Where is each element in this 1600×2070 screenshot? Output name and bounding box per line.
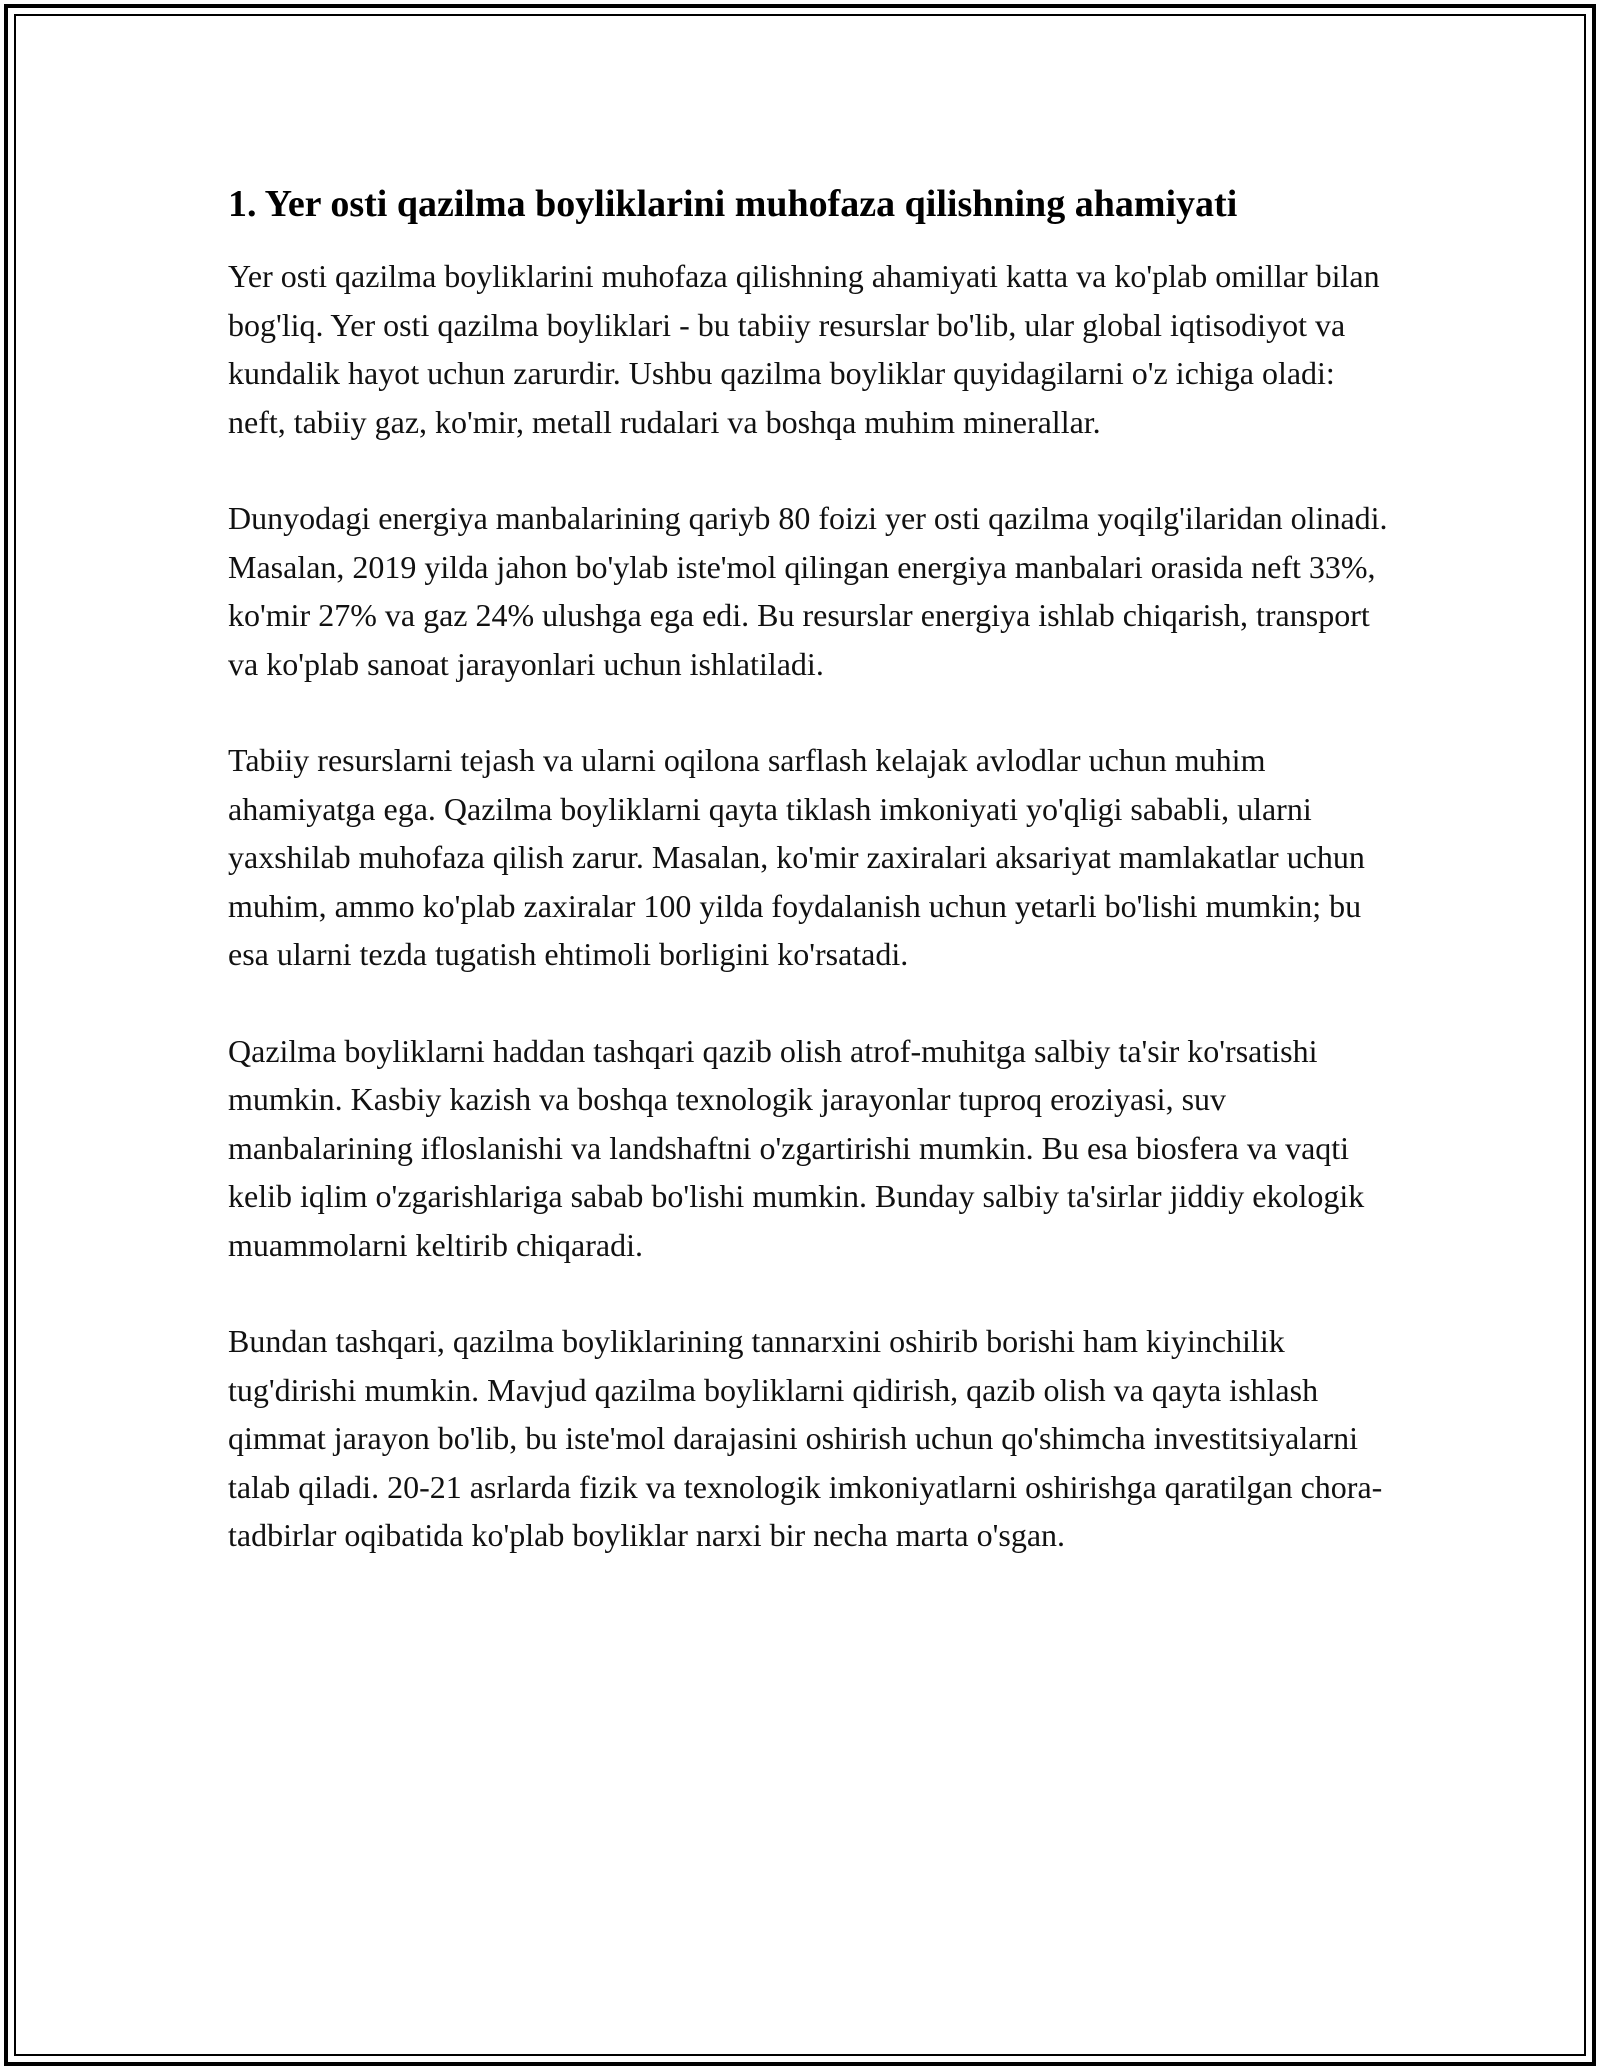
document-body [228, 180, 1388, 1608]
paragraph-energy-sources: Dunyodagi energiya manbalarining qariyb 80 foizi yer osti qazilma yoqilg'ilaridan olinadi. Masalan, 2019 yilda jahon bo'ylab iste'mol qilingan energiya manbalari orasida neft 33%, ko'mir 27% va gaz 24% ulushga ega edi. Bu resurslar energiya ishlab chiqarish, transport va ko'plab sanoat jarayonlari uchun ishlatiladi. [228, 500, 1388, 682]
paragraph-environmental-impact: Qazilma boyliklarni haddan tashqari qazib olish atrof-muhitga salbiy ta'sir ko'rsatishi mumkin. Kasbiy kazish va boshqa texnologik jarayonlar tuproq eroziyasi, suv manbalarining ifloslanishi va landshaftni o'zgartirishi mumkin. Bu esa biosfera va vaqti kelib iqlim o'zgarishlariga sabab bo'lishi mumkin. Bunday salbiy ta'sirlar jiddiy ekologik muammolarni keltirib chiqaradi. [228, 1032, 1365, 1263]
paragraph-resource-saving: Tabiiy resurslarni tejash va ularni oqilona sarflash kelajak avlodlar uchun muhim ahamiyatga ega. Qazilma boyliklarni qayta tiklash imkoniyati yo'qligi sababli, ularni yaxshilab muhofaza qilish zarur. Masalan, ko'mir zaxiralari aksariyat mamlakatlar uchun muhim, ammo ko'plab zaxiralar 100 yilda foydalanish uchun yetarli bo'lishi mumkin; bu esa ularni tezda tugatish ehtimoli borligini ko'rsatadi. [228, 742, 1365, 972]
paragraph-importance: Yer osti qazilma boyliklarini muhofaza qilishning ahamiyati katta va ko'plab omillar bilan bog'liq. Yer osti qazilma boyliklari - bu tabiiy resurslar bo'lib, ular global iqtisodiyot va kundalik hayot uchun zarurdir. Ushbu qazilma boyliklar quyidagilarni o'z ichiga oladi: neft, tabiiy gaz, ko'mir, metall rudalari va boshqa muhim minerallar. [228, 258, 1380, 440]
paragraph-rising-costs: Bundan tashqari, qazilma boyliklarining tannarxini oshirib borishi ham kiyinchilik tug'dirishi mumkin. Mavjud qazilma boyliklarni qidirish, qazib olish va qayta ishlash qimmat jarayon bo'lib, bu iste'mol darajasini oshirish uchun qo'shimcha investitsiyalarni talab qiladi. 20-21 asrlarda fizik va texnologik imkoniyatlarni oshirishga qaratilgan chora-tadbirlar oqibatida ko'plab boyliklar narxi bir necha marta o'sgan. [228, 1323, 1383, 1553]
page-title: 1. Yer osti qazilma boyliklarini muhofaza qilishning ahamiyati [228, 183, 1238, 225]
